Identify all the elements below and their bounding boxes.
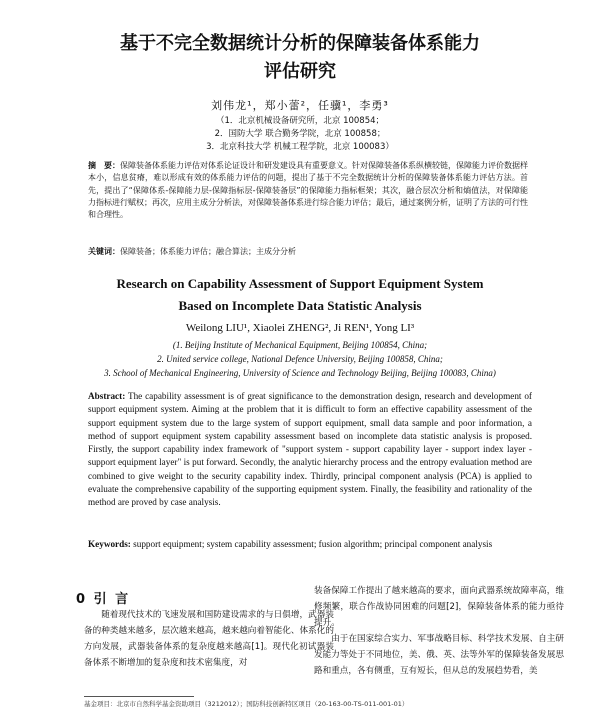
- abstract-cn-label: 摘 要：: [88, 161, 120, 170]
- body-left-paragraph: 随着现代技术的飞速发展和国防建设需求的与日俱增，武器装备的种类越来越多，层次越来越高，越来越向着智能化、体系化的方向发展，武器装备体系的复杂度越来越高[1]。现代化初试器装备体系不断增加的复杂度和技术密集度，对: [84, 610, 334, 668]
- keywords-en-label: Keywords:: [88, 539, 131, 549]
- keywords-en-text: support equipment; system capability assessment; fusion algorithm; principal component analysis: [133, 539, 493, 549]
- abstract-cn: [88, 160, 528, 221]
- affiliation-cn-2: 2．国防大学 联合勤务学院，北京 100858；: [214, 129, 386, 139]
- affiliation-cn-3: 3．北京科技大学 机械工程学院，北京 100083）: [206, 142, 394, 152]
- authors-en: Weilong LIU¹, Xiaolei ZHENG², Ji REN¹, Yong LI³: [185, 322, 415, 334]
- affiliation-en-1: (1. Beijing Institute of Mechanical Equipment, Beijing 100854, China;: [172, 340, 428, 350]
- affiliation-en-2: 2. United service college, National Defence University, Beijing 100858, China;: [157, 354, 443, 364]
- body-right-paragraph-2: 由于在国家综合实力、军事战略目标、科学技术发展、自主研发能力等处于不同地位，美、俄、英、法等外军的保障装备发展思路和重点，各有侧重，互有短长，但从总的发展趋势看，美: [314, 634, 564, 676]
- affiliation-en-3: 3. School of Mechanical Engineering, University of Science and Technology Beijing, Beijing 100083, China): [104, 368, 496, 378]
- title-cn-line1: 基于不完全数据统计分析的保障装备体系能力: [120, 33, 480, 54]
- affiliation-cn-1: （1．北京机械设备研究所，北京 100854；: [215, 116, 385, 126]
- footnote-funding: 基金项目：北京市自然科学基金资助项目（3212012）；国防科技创新特区项目（20-163-00-TS-011-001-01）: [84, 700, 409, 708]
- section-heading: 0 引 言: [76, 592, 131, 607]
- title-en-line2: Based on Incomplete Data Statistic Analysis: [178, 298, 422, 313]
- abstract-en-text: The capability assessment is of great significance to the demonstration design, research and development of support equipment system. Aiming at the problem that it is difficult to form an effective capability assessment of the support equipment system due to the large system of support equipment, small data sample and poor information, a method of support equipment system capability assessment based on incomplete data statistic analysis is proposed. Firstly, the support capability index framework of "support system - support capability layer - support index layer - support equipment layer" is put forward. Secondly, the analytic hierarchy process and the entropy evaluation method are combined to give weight to the security capability index. Thirdly, principal component analysis (PCA) is applied to evaluate the comprehensive capability of the supporting equipment system. Finally, the feasibility and rationality of the method are proved by case analysis.: [88, 391, 532, 508]
- body-column-right: [314, 583, 564, 679]
- footnote-divider: [84, 696, 194, 697]
- abstract-cn-text: 保障装备体系能力评估对体系论证设计和研发建设具有重要意义。针对保障装备体系纵横较链，保障能力评价数据样本小，信息贫瘠，难以形成有效的体系能力评估的问题，提出了基于不完全数据统计分析的保障装备体系能力评估方法。首先，提出了“保障体系-保障能力层-保障指标层-保障装备层”的保障能力指标框架；其次，融合层次分析和熵值法，对保障能力指标进行赋权；再次，应用主成分分析法，对保障装备体系进行综合能力评估；最后，通过案例分析，证明了方法的可行性和合理性。: [88, 161, 528, 220]
- keywords-cn-label: 关键词：: [88, 247, 120, 256]
- abstract-en-label: Abstract:: [88, 391, 126, 401]
- authors-cn: 刘伟龙¹，郑小蕾²，任骥¹，李勇³: [211, 99, 389, 112]
- keywords-cn: [88, 246, 528, 257]
- body-right-paragraph-1: 装备保障工作提出了越来越高的要求，面向武器系统故障率高，维修频繁，联合作战协同困难的问题[2]，保障装备体系的能力亟待提升。: [314, 586, 564, 628]
- keywords-cn-text: 保障装备；体系能力评估；融合算法；主成分分析: [120, 247, 296, 256]
- title-cn-line2: 评估研究: [264, 61, 336, 82]
- keywords-en: [88, 538, 532, 551]
- abstract-en: [88, 390, 532, 510]
- title-en-line1: Research on Capability Assessment of Support Equipment System: [116, 276, 484, 291]
